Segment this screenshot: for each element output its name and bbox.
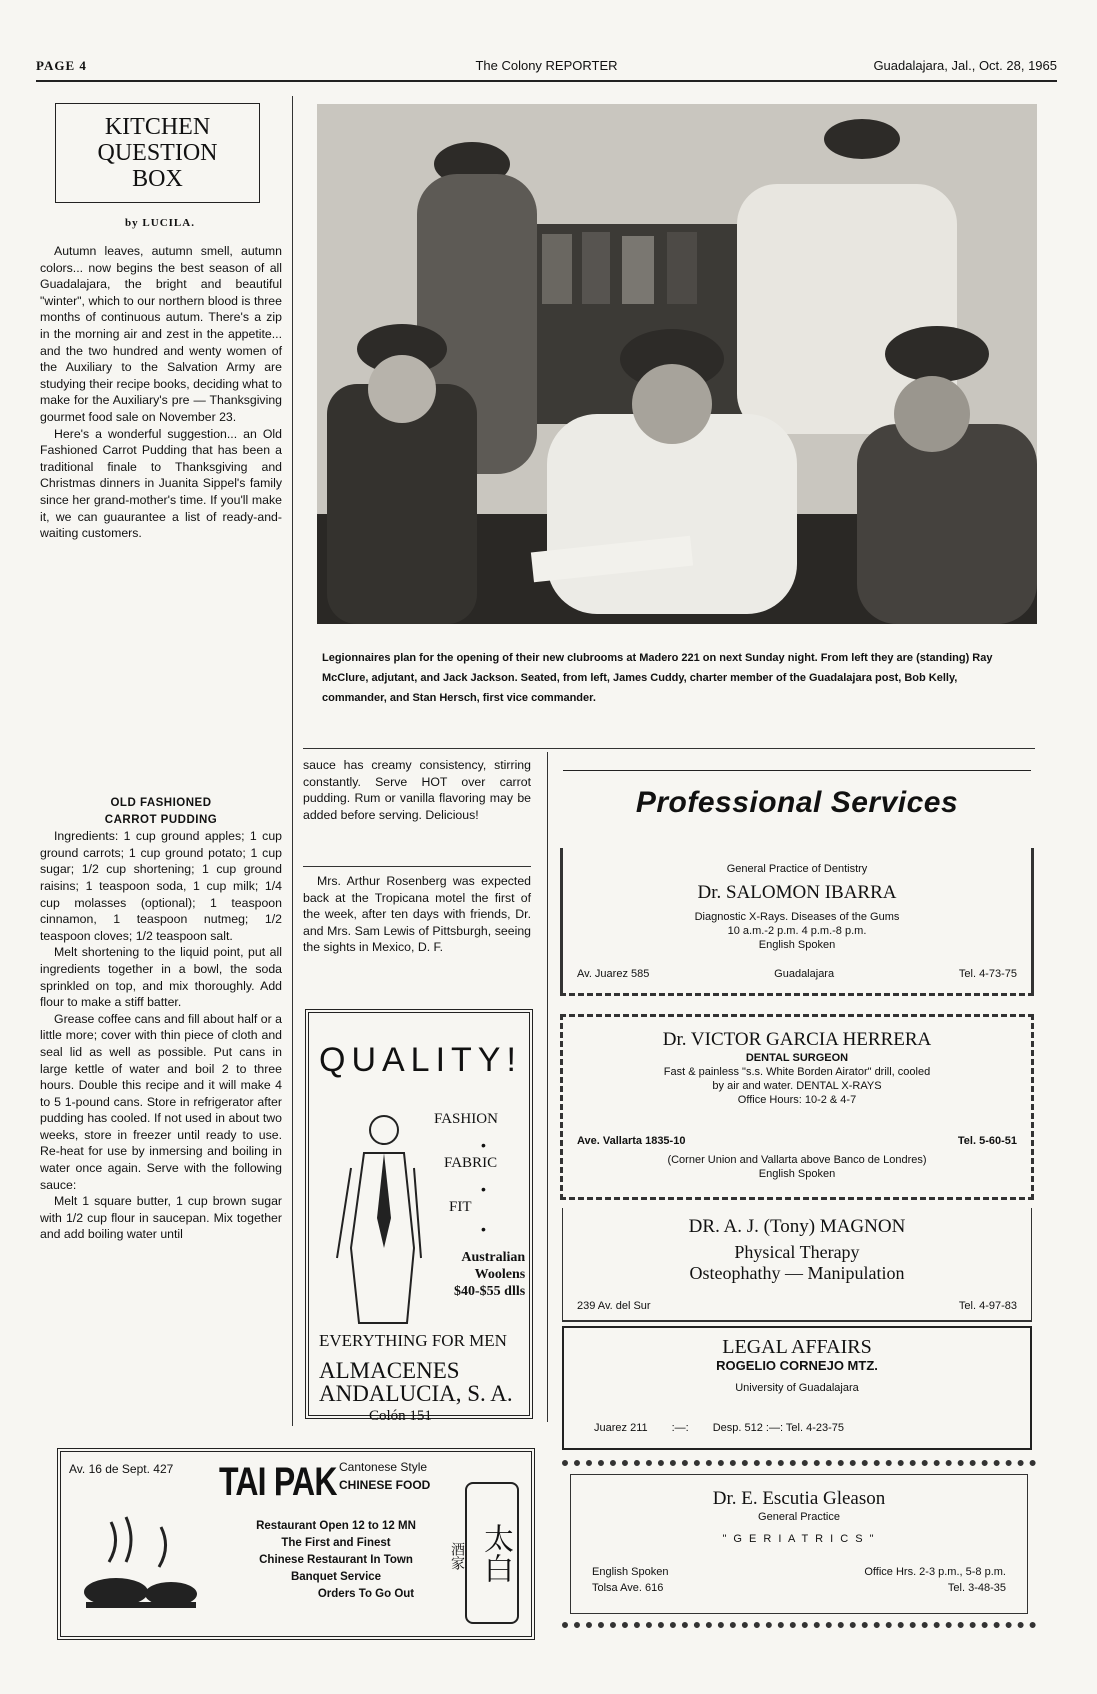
ad-line: English Spoken <box>758 939 836 951</box>
legal-affairs-ad <box>562 1326 1032 1450</box>
ad-line: by air and water. DENTAL X-RAYS <box>712 1080 882 1092</box>
ad-item-fabric: FABRIC <box>444 1155 498 1171</box>
paragraph: Melt 1 square butter, 1 cup brown sugar with 1/2 cup flour in saucepan. Mix together and add boiling water until <box>40 1194 282 1242</box>
recipe-continuation <box>303 757 531 823</box>
magnon-ad <box>562 1208 1032 1322</box>
bullet-icon: • <box>481 1137 486 1153</box>
ad-line: Diagnostic X-Rays. Diseases of the Gums <box>694 911 900 923</box>
header-rule <box>36 80 1057 82</box>
ad-contact-row <box>592 1566 1006 1578</box>
paragraph: Melt shortening to the liquid point, put all ingredients together in a bowl, the soda sprinkled on top, and mix thoroughly. Add flour to make a stiff batter. <box>40 945 282 1010</box>
kitchen-title-box <box>55 103 260 203</box>
chinese-characters-line: 太白 <box>478 1523 513 1583</box>
tai-pak-ad <box>57 1448 535 1640</box>
detail-line: Restaurant Open 12 to 12 MN <box>256 1520 416 1532</box>
ad-city: Guadalajara <box>774 968 835 980</box>
recipe-title: CARROT PUDDING <box>104 813 218 826</box>
paragraph: Grease coffee cans and fill about half or a little more; cover with thin piece of cloth and seal lid as well as possible. Put cans in large kettle of water and boil 2 to three hours. Double this recipe and it will make 4 to 5 1-pound cans. Store in refrigerator after pudding has cooled. If not used in about two weeks, store in freezer until ready to use. Re-heat for use by inmersing and boiling in water once again. Serve with the following sauce: <box>40 1011 282 1192</box>
ibarra-ad <box>560 848 1034 996</box>
ad-item-fashion: FASHION <box>434 1111 498 1127</box>
ad-phone: Tel. 4-73-75 <box>958 968 1017 980</box>
ad-line: Physical Therapy <box>734 1242 860 1262</box>
restaurant-name: TAI PAK <box>219 1460 337 1504</box>
ad-separator: :—: <box>671 1422 689 1434</box>
kitchen-column <box>40 243 282 542</box>
ad-contact-row <box>577 1135 1017 1147</box>
ad-doctor-name: DR. A. J. (Tony) MAGNON <box>688 1216 906 1237</box>
ad-contact-row <box>577 1300 1017 1312</box>
ad-phone: Tel. 4-97-83 <box>958 1300 1017 1312</box>
news-item <box>303 873 531 956</box>
ad-hours: Office Hrs. 2-3 p.m., 5-8 p.m. <box>864 1566 1006 1578</box>
ad-contact-row <box>592 1582 1006 1594</box>
price-line: $40-$55 dlls <box>454 1284 526 1299</box>
ad-line: Office Hours: 10-2 & 4-7 <box>737 1094 857 1106</box>
ad-line: Fast & painless "s.s. White Borden Airator" drill, cooled <box>663 1066 931 1078</box>
legionnaires-photo <box>317 104 1037 624</box>
chinese-characters-small: 酒家 <box>449 1542 465 1570</box>
detail-line: Banquet Service <box>290 1571 382 1583</box>
ad-title: LEGAL AFFAIRS <box>722 1336 872 1358</box>
professional-services-title: Professional Services <box>635 786 959 819</box>
dateline: Guadalajara, Jal., Oct. 28, 1965 <box>873 58 1057 73</box>
restaurant-style: Cantonese Style <box>339 1460 428 1474</box>
teapot-icon <box>81 1512 201 1622</box>
recipe-title: OLD FASHIONED <box>110 797 212 809</box>
man-in-suit-illustration <box>329 1108 424 1328</box>
restaurant-details <box>211 1518 461 1603</box>
ad-address: Tolsa Ave. 616 <box>592 1582 664 1594</box>
ad-line: English Spoken <box>758 1168 836 1180</box>
detail-line: Orders To Go Out <box>317 1588 415 1600</box>
store-name-line: ALMACENES <box>319 1358 460 1383</box>
ad-price <box>454 1249 525 1300</box>
ad-practice: General Practice of Dentistry <box>726 863 868 875</box>
ad-title: DENTAL SURGEON <box>745 1052 849 1064</box>
restaurant-address: Av. 16 de Sept. 427 <box>69 1462 174 1476</box>
photo-caption: Legionnaires plan for the opening of their new clubrooms at Madero 221 on next Sunday night. From left they are (standing) Ray McClure, adjutant, and Jack Jackson. Seated, from left, James Cuddy, charter member of the Guadalajara post, Bob Kelly, commander, and Stan Hersch, first vice commander. <box>322 652 993 704</box>
detail-line: The First and Finest <box>281 1537 391 1549</box>
byline: by LUCILA. <box>125 217 195 229</box>
paragraph: Mrs. Arthur Rosenberg was expected back at the Tropicana motel the first of the week, after ten days with friends, Dr. and Mrs. Sam Lewis of Pittsburgh, seeing the sights in Mexico, D. F. <box>303 874 531 955</box>
ad-phone: Tel. 5-60-51 <box>957 1135 1017 1147</box>
ad-line: Osteophathy — Manipulation <box>689 1263 905 1283</box>
ad-address: 239 Av. del Sur <box>577 1300 651 1312</box>
column-rule <box>547 752 548 1422</box>
ad-line: (Corner Union and Vallarta above Banco de Londres) <box>667 1154 927 1166</box>
store-address: Colón 151 <box>369 1408 432 1424</box>
ad-contact-row <box>577 968 1017 980</box>
bullet-icon: • <box>481 1181 486 1197</box>
divider <box>303 866 531 867</box>
ad-specialty: " G E R I A T R I C S " <box>722 1533 876 1545</box>
price-line: Australian <box>461 1250 526 1265</box>
page-number: PAGE 4 <box>36 58 87 73</box>
bullet-icon: • <box>481 1221 486 1237</box>
photo-illustration <box>317 104 1037 624</box>
paragraph: Ingredients: 1 cup ground apples; 1 cup ground carrots; 1 cup ground potato; 1 cup sugar; 1/2 cup shortening; 1 cup ground raisins; 1 teaspoon soda, 1 cup milk; 1/4 cup molasses (optional); 1 teaspoon cinnamon, 1 teaspoon nutmeg; 1/2 teaspoon cloves; 1/2 teaspoon salt. <box>40 829 282 943</box>
professional-services-header <box>563 770 1031 849</box>
ad-line: 10 a.m.-2 p.m. 4 p.m.-8 p.m. <box>727 925 867 937</box>
ad-item-fit: FIT <box>449 1199 472 1215</box>
recipe-column <box>40 795 282 1243</box>
kitchen-title-line: QUESTION <box>97 140 218 166</box>
store-name <box>319 1359 525 1405</box>
ad-lawyer-name: ROGELIO CORNEJO MTZ. <box>716 1358 878 1373</box>
kitchen-title-line: KITCHEN <box>104 114 211 140</box>
garcia-herrera-ad <box>560 1014 1034 1200</box>
ad-headline: QUALITY! <box>319 1041 522 1079</box>
ad-practice: General Practice <box>758 1511 840 1523</box>
ad-phone: Tel. 3-48-35 <box>947 1582 1006 1594</box>
almacenes-andalucia-ad <box>305 1009 533 1424</box>
paper-title: The Colony REPORTER <box>475 58 618 73</box>
page-header <box>36 52 1057 78</box>
price-line: Woolens <box>474 1267 526 1282</box>
ad-address: Av. Juarez 585 <box>577 968 650 980</box>
ad-doctor-name: Dr. SALOMON IBARRA <box>697 882 897 903</box>
ad-address: Ave. Vallarta 1835-10 <box>577 1135 686 1147</box>
chinese-characters <box>465 1482 519 1624</box>
restaurant-cuisine: CHINESE FOOD <box>339 1478 431 1492</box>
column-rule <box>292 96 293 1426</box>
gleason-ad <box>562 1460 1036 1628</box>
ad-contact-row <box>594 1422 1000 1434</box>
store-name-line: ANDALUCIA, S. A. <box>319 1381 513 1406</box>
detail-line: Chinese Restaurant In Town <box>259 1554 413 1566</box>
paragraph: sauce has creamy consistency, stirring constantly. Serve HOT over carrot pudding. Rum or vanilla flavoring may be added before serving. Delicious! <box>303 758 531 822</box>
paragraph: Autumn leaves, autumn smell, autumn colors... now begins the best season of all Guadalajara, the bright and beautiful "winter", which to our northern blood is three months of continuous autum. There's a zip in the morning air and zest in the appetite... and the two hundred and wenty women of the Auxiliary to the Salvation Army are studying their recipe books, deciding what to make for the Auxiliary's pre — Thanksgiving gourmet food sale on November 23. <box>40 244 282 424</box>
ad-address: Juarez 211 <box>594 1422 648 1434</box>
ad-doctor-name: Dr. E. Escutia Gleason <box>712 1488 886 1509</box>
section-rule <box>303 748 1035 749</box>
ad-office: Desp. 512 :—: Tel. 4-23-75 <box>712 1422 844 1434</box>
paragraph: Here's a wonderful suggestion... an Old Fashioned Carrot Pudding that has been a traditional finale to Thanksgiving and Christmas dinners in Juanita Sippel's family since her grand-mother's time. If you'll make it, we can guaurantee a list of ready-and-waiting customers. <box>40 426 282 541</box>
ad-doctor-name: Dr. VICTOR GARCIA HERRERA <box>662 1029 932 1050</box>
ad-languages: English Spoken <box>592 1566 669 1578</box>
ad-line: University of Guadalajara <box>735 1382 859 1394</box>
ad-tagline: EVERYTHING FOR MEN <box>319 1331 507 1350</box>
kitchen-title-line: BOX <box>132 166 183 192</box>
